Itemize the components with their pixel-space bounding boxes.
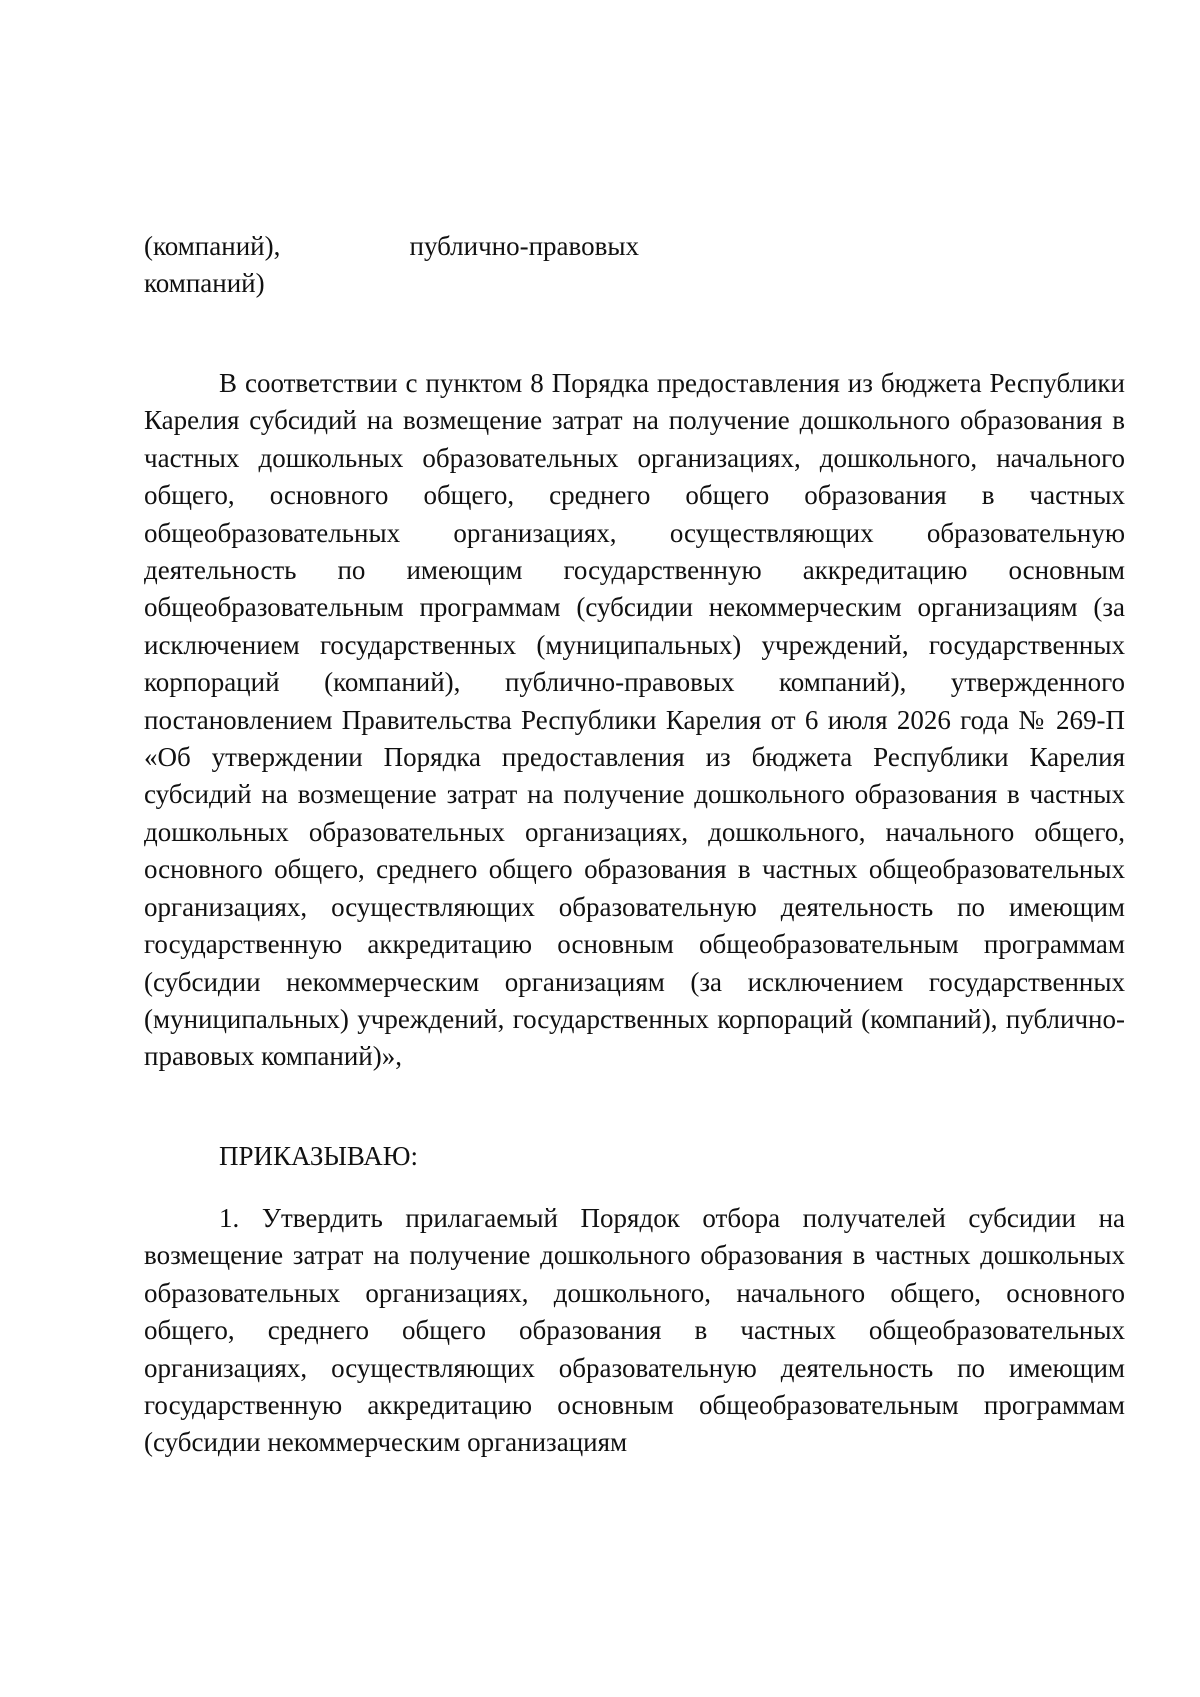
order-item-1	[144, 1200, 1125, 1462]
intro-paragraph-text: В соответствии с пунктом 8 Порядка предоставления из бюджета Республики Карелия субсидий на возмещение затрат на получение дошкольного образования в частных дошкольных образовательных организациях, дошкольного, начального общего, основного общего, среднего общего образования в частных общеобразовательных организациях, осуществляющих образовательную деятельность по имеющим государственную аккредитацию основным общеобразовательным программам (субсидии некоммерческим организациям (за исключением государственных (муниципальных) учреждений, государственных корпораций (компаний), публично-правовых компаний), утвержденного постановлением Правительства Республики Карелия от 6 июля 2026 года № 269-П «Об утверждении Порядка предоставления из бюджета Республики Карелия субсидий на возмещение затрат на получение дошкольного образования в частных дошкольных образовательных организациях, дошкольного, начального общего, основного общего, среднего общего образования в частных общеобразовательных организациях, осуществляющих образовательную деятельность по имеющим государственную аккредитацию основным общеобразовательным программам (субсидии некоммерческим организациям (за исключением государственных (муниципальных) учреждений, государственных корпораций (компаний), публично-правовых компаний)»,	[144, 368, 1125, 1072]
title-fragment-right: публично-правовых	[409, 231, 639, 261]
order-item-1-text: 1. Утвердить прилагаемый Порядок отбора получателей субсидии на возмещение затрат на получение дошкольного образования в частных дошкольных образовательных организациях, дошкольного, начального общего, основного общего, среднего общего образования в частных общеобразовательных организациях, осуществляющих образовательную деятельность по имеющим государственную аккредитацию основным общеобразовательным программам (субсидии некоммерческим организациям	[144, 1203, 1125, 1458]
title-fragment-line-1	[144, 228, 639, 265]
order-word: ПРИКАЗЫВАЮ:	[219, 1141, 418, 1171]
title-fragment	[144, 228, 694, 302]
title-fragment-left: (компаний),	[144, 231, 281, 261]
intro-paragraph	[144, 365, 1125, 1076]
title-fragment-line-2: компаний)	[144, 268, 265, 298]
